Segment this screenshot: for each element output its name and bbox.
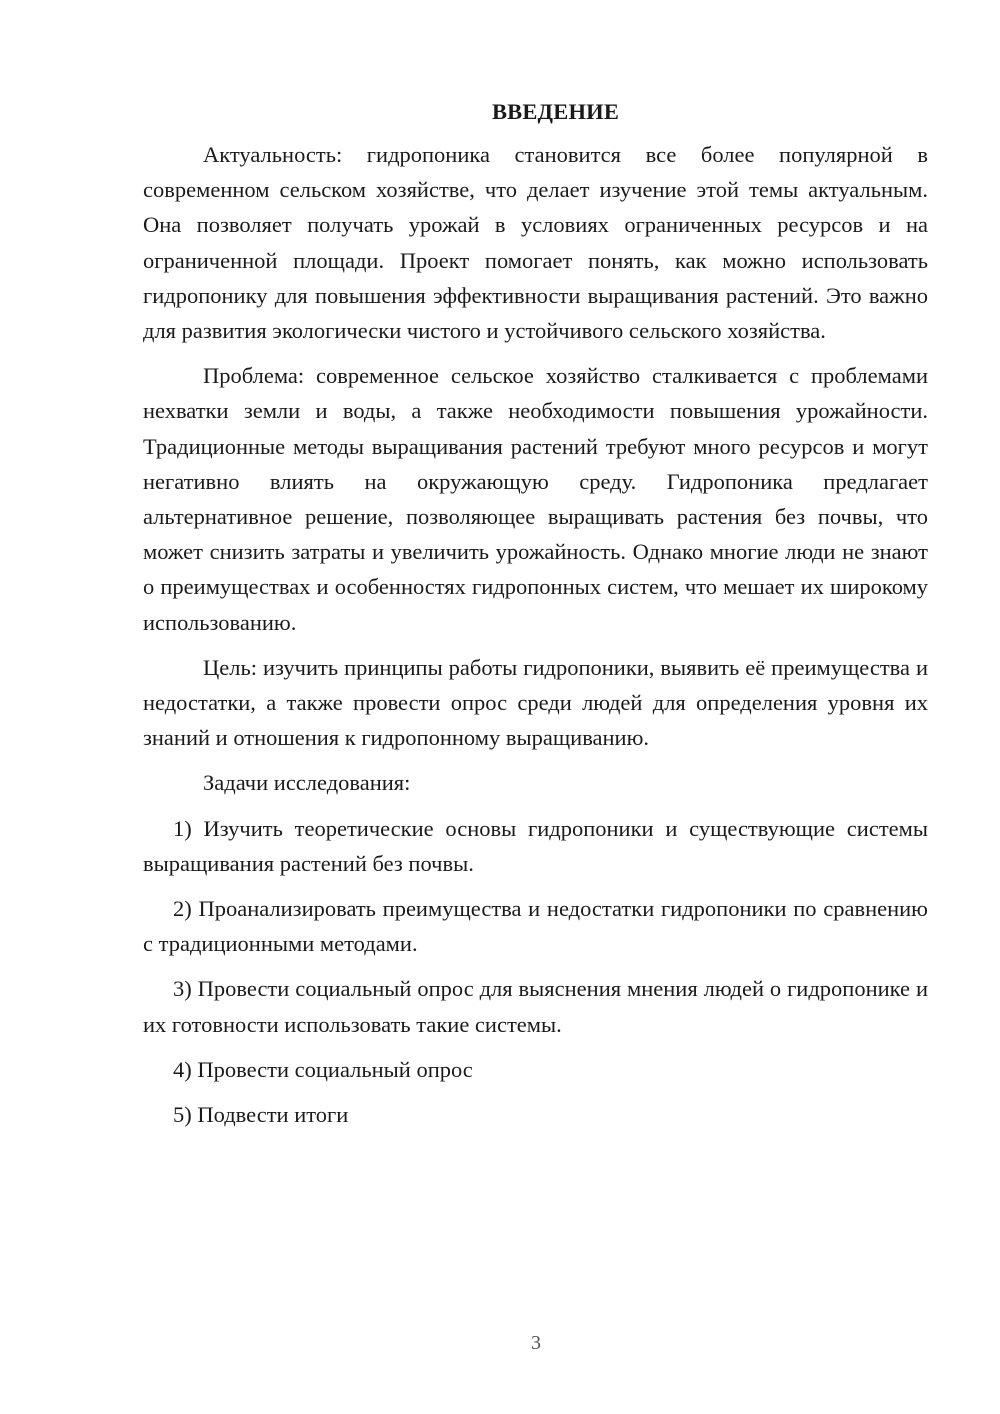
paragraph-problem: Проблема: современное сельское хозяйство сталкивается с проблемами нехватки земли и воды, а также необходимости повышения урожайности. Традиционные методы выращивания растений требуют много ресурсов и могут негативно влиять на окружающую среду. Гидропоника предлагает альтернативное решение, позволяющее выращивать растения без почвы, что может снизить затраты и увеличить урожайность. Однако многие люди не знают о преимуществах и особенностях гидропонных систем, что мешает их широкому использованию.: [143, 363, 928, 635]
task-item-1: 1) Изучить теоретические основы гидропоники и существующие системы выращивания растений без почвы.: [143, 815, 928, 876]
task-item-2: 2) Проанализировать преимущества и недостатки гидропоники по сравнению с традиционными методами.: [143, 896, 928, 957]
page-title: ВВЕДЕНИЕ: [491, 99, 620, 124]
paragraph-goal: Цель: изучить принципы работы гидропоники, выявить её преимущества и недостатки, а также провести опрос среди людей для определения уровня их знаний и отношения к гидропонному выращиванию.: [143, 654, 928, 751]
paragraph-relevance: Актуальность: гидропоника становится все более популярной в современном сельском хозяйстве, что делает изучение этой темы актуальным. Она позволяет получать урожай в условиях ограниченных ресурсов и на ограниченной площади. Проект помогает понять, как можно использовать гидропонику для повышения эффективности выращивания растений. Это важно для развития экологически чистого и устойчивого сельского хозяйства.: [143, 142, 928, 344]
task-item-3: 3) Провести социальный опрос для выяснения мнения людей о гидропонике и их готовности использовать такие системы.: [143, 976, 928, 1037]
page-number: 3: [531, 1332, 541, 1354]
task-item-4: 4) Провести социальный опрос: [173, 1056, 473, 1082]
task-item-5: 5) Подвести итоги: [173, 1102, 349, 1128]
page-content: [143, 94, 928, 1142]
tasks-heading: Задачи исследования:: [203, 770, 411, 796]
